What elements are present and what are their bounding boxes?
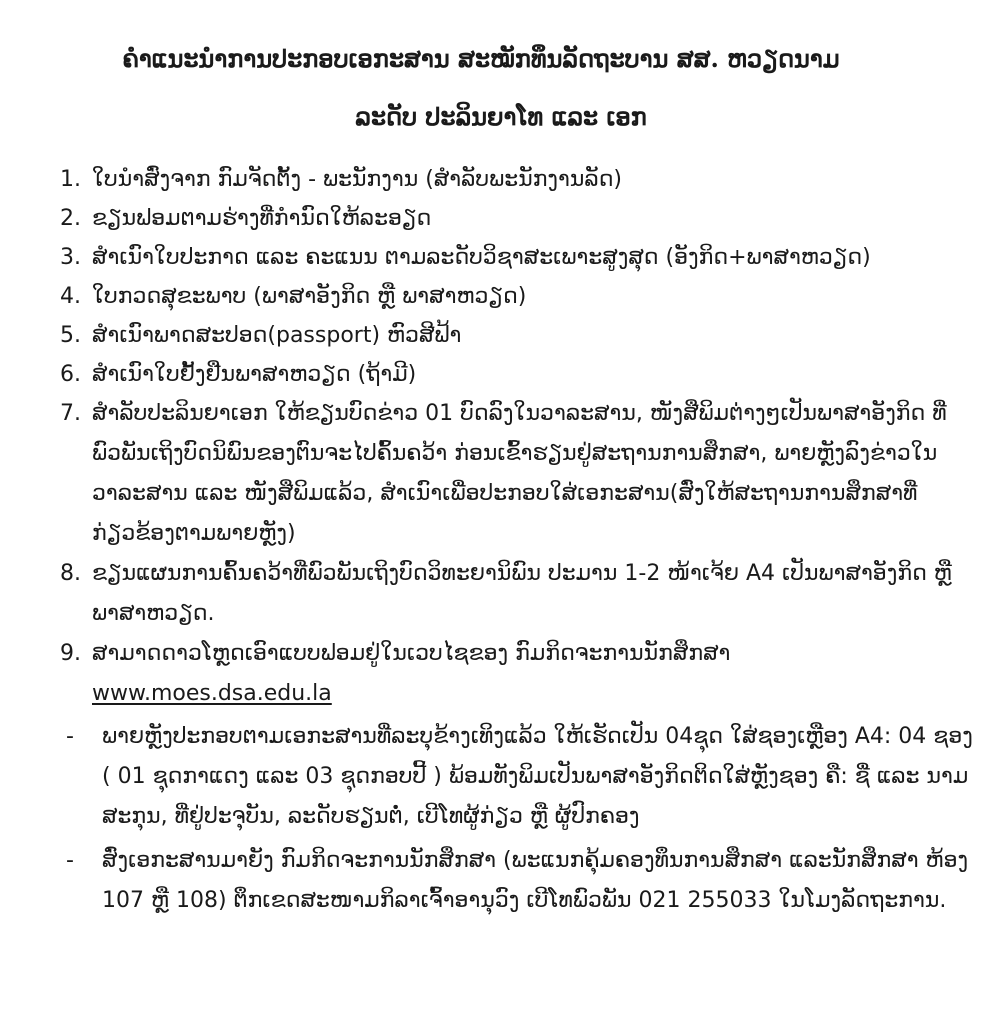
item-number: 1. <box>60 167 81 192</box>
requirements-list <box>60 160 980 921</box>
list-item-8 <box>60 554 980 634</box>
list-item-2 <box>60 199 980 238</box>
item-text: ສຳເນົາໃບຢັ້ງຢືນພາສາຫວຽດ (ຖ້າມີ) <box>92 362 417 387</box>
item-number: 8. <box>60 561 81 586</box>
document-subtitle: ລະດັບ ປະລິນຍາໂທ ແລະ ເອກ <box>355 102 647 131</box>
item-text: ຂຽນຟອມຕາມຮ່າງທີ່ກຳນົດໃຫ້ລະອຽດ <box>92 206 432 231</box>
list-item-5 <box>60 316 980 355</box>
list-item-7 <box>60 394 980 554</box>
item-text: ສາມາດດາວໂຫຼດເອົາແບບຟອມຢູ່ໃນເວບໄຊຂອງ ກົມກິດຈະການນັກສຶກສາ <box>92 641 731 666</box>
item-number: 6. <box>60 362 81 387</box>
item-text: ຂຽນແຜນການຄົ້ນຄວ້າທີ່ພົວພັນເຖິງບົດວິທະຍານິພົນ ປະມານ 1-2 ໜ້າເຈ້ຍ A4 ເປັນພາສາອັງກິດ ຫຼື ພາສາຫວຽດ. <box>92 561 952 626</box>
item-text: ສຳລັບປະລິນຍາເອກ ໃຫ້ຂຽນບົດຂ່າວ 01 ບົດລົງໃນວາລະສານ, ໜັງສືພິມຕ່າງໆເປັນພາສາອັງກິດ ທີ່ພົວພັນເຖິງບົດນິພົນຂອງຕົນຈະໄປຄົ້ນຄວ້າ ກ່ອນເຂົ້າຮຽນຢູ່ສະຖານການສຶກສາ, ພາຍຫຼັງລົງຂ່າວໃນວາລະສານ ແລະ ໜັງສືພິມແລ້ວ, ສຳເນົາເພື່ອປະກອບໃສ່ເອກະສານ(ສົ່ງໃຫ້ສະຖານການສຶກສາທີ່ກ່ຽວຂ້ອງຕາມພາຍຫຼັງ) <box>92 401 947 546</box>
item-number: 2. <box>60 206 81 231</box>
sub-item-text: ພາຍຫຼັງປະກອບຕາມເອກະສານທີ່ລະບຸຂ້າງເທິງແລ້ວ ໃຫ້ເຮັດເປັນ 04ຊຸດ ໃສ່ຊອງເຫຼືອງ A4: 04 ຊອງ ( 01 ຊຸດກາແດງ ແລະ 03 ຊຸດກອບປີ້ ) ພ້ອມທັງພິມເປັນພາສາອັງກິດຕິດໃສ່ຫຼັງຊອງ ຄື: ຊື່ ແລະ ນາມສະກຸນ, ທີ່ຢູ່ປະຈຸບັນ, ລະດັບຮຽນຕໍ່, ເບີໂທຜູ້ກ່ຽວ ຫຼື ຜູ້ປົກຄອງ <box>102 724 973 829</box>
list-item-3 <box>60 238 980 277</box>
website-link[interactable]: www.moes.dsa.edu.la <box>92 681 332 706</box>
sub-item-text: ສົ່ງເອກະສານມາຍັງ ກົມກິດຈະການນັກສຶກສາ (ພະແນກຄຸ້ມຄອງທຶນການສຶກສາ ແລະນັກສຶກສາ ຫ້ອງ 107 ຫຼື 108) ຕຶກເຂດສະໜາມກິລາເຈົ້າອານຸວົງ ເບີໂທພົວພັນ 021 255033 ໃນໂມງລັດຖະການ. <box>102 848 969 913</box>
bullet-dash: - <box>66 848 74 873</box>
list-item-9 <box>60 634 980 713</box>
item-number: 9. <box>60 641 81 666</box>
list-item-6 <box>60 355 980 394</box>
document-title: ຄຳແນະນຳການປະກອບເອກະສານ ສະໝັກທຶນລັດຖະບານ ສສ. ຫວຽດນາມ <box>122 44 840 73</box>
sub-item-2 <box>66 841 980 921</box>
sub-item-1 <box>66 717 980 837</box>
item-number: 3. <box>60 245 81 270</box>
list-item-4 <box>60 277 980 316</box>
item-number: 4. <box>60 284 81 309</box>
item-text: ໃບກວດສຸຂະພາບ (ພາສາອັງກິດ ຫຼື ພາສາຫວຽດ) <box>92 284 527 309</box>
item-text: ສຳເນົາໃບປະກາດ ແລະ ຄະແນນ ຕາມລະດັບວິຊາສະເພາະສູງສຸດ (ອັງກິດ+ພາສາຫວຽດ) <box>92 245 871 270</box>
item-text: ສຳເນົາພາດສະປອດ(passport) ຫົວສີຟ້າ <box>92 323 462 348</box>
item-number: 5. <box>60 323 81 348</box>
item-number: 7. <box>60 401 81 426</box>
bullet-dash: - <box>66 724 74 749</box>
item-text: ໃບນຳສົ່ງຈາກ ກົມຈັດຕັ້ງ - ພະນັກງານ (ສຳລັບພະນັກງານລັດ) <box>92 167 622 192</box>
list-item-1 <box>60 160 980 199</box>
